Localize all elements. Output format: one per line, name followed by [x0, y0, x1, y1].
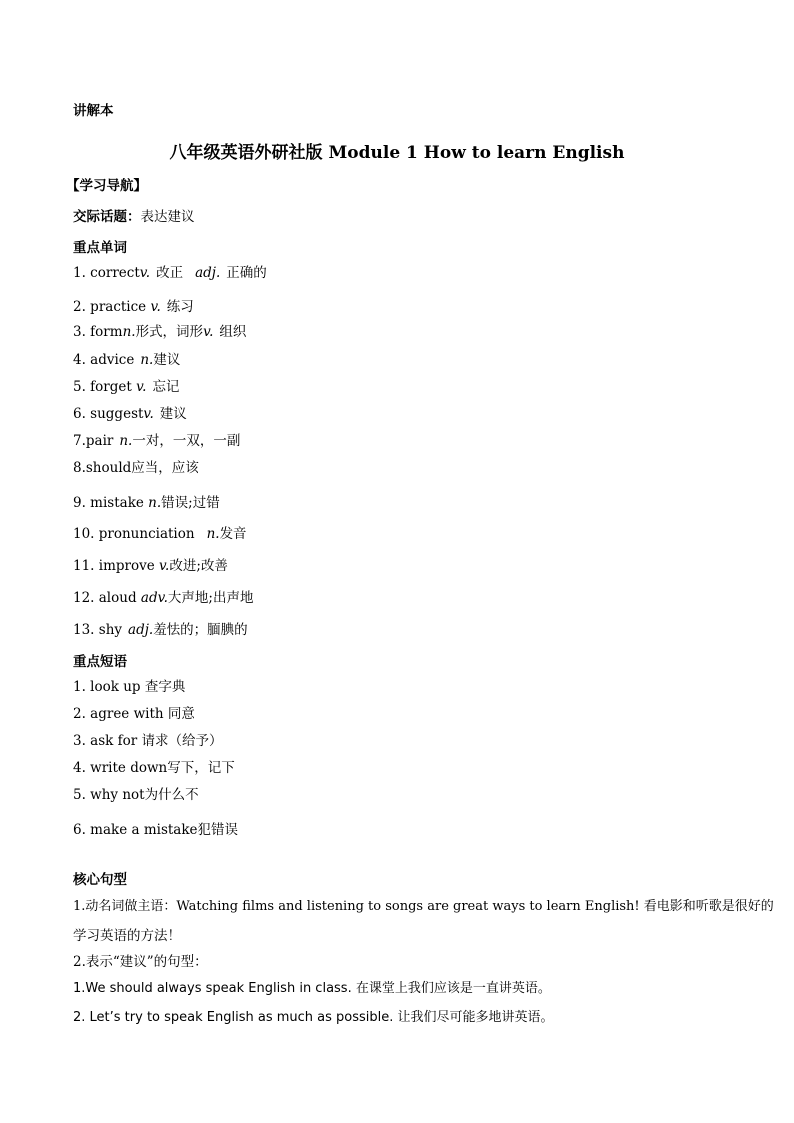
word-pos: n.: [122, 324, 136, 340]
word-pos: v.: [150, 299, 161, 315]
word-term: 11. improve: [73, 558, 155, 574]
nav-heading: 【学习导航】: [66, 178, 147, 194]
word-pos: v.: [136, 379, 147, 395]
phrases-heading: 重点短语: [73, 654, 127, 670]
word-term: 3. form: [73, 324, 123, 340]
sentences-heading: 核心句型: [73, 872, 127, 888]
word-term: 7.pair: [73, 433, 114, 449]
word-item: [73, 351, 180, 369]
word-pos: v.: [139, 265, 151, 281]
word-term: 13. shy: [73, 622, 123, 638]
word-meaning: 发音: [219, 526, 247, 542]
word-meaning: 忘记: [152, 379, 180, 395]
word-meaning: 应当，应该: [131, 460, 199, 476]
word-term: 6. suggest: [73, 406, 144, 422]
word-meaning: 练习: [166, 299, 194, 315]
word-term: 1. correct: [73, 265, 140, 281]
word-meaning: 大声地;出声地: [167, 590, 254, 606]
word-term: 10. pronunciation: [73, 526, 195, 542]
sentence-line: 2. Let’s try to speak English as much as possible. 让我们尽可能多地讲英语。: [73, 1010, 554, 1025]
word-item: [73, 405, 187, 423]
word-pos: v.: [159, 558, 170, 574]
word-pos: n.: [119, 433, 133, 449]
word-item: [73, 589, 253, 607]
page-title: 八年级英语外研社版 Module 1 How to learn English: [169, 143, 625, 163]
word-meaning: 错误;过错: [161, 495, 220, 511]
word-meaning: 形式，词形: [135, 324, 204, 340]
phrase-item: 4. write down写下，记下: [73, 760, 235, 776]
word-term: 9. mistake: [73, 495, 144, 511]
words-heading: 重点单词: [73, 240, 127, 256]
word-item: [73, 557, 228, 575]
phrase-item: 6. make a mistake犯错误: [73, 822, 239, 838]
word-meaning: 建议: [159, 406, 187, 422]
word-item: [73, 378, 179, 396]
phrase-item: 3. ask for 请求（给予）: [73, 733, 223, 749]
phrase-item: 5. why not为什么不: [73, 787, 199, 803]
word-item: [73, 525, 247, 543]
word-pos-2: adj.: [195, 265, 221, 281]
word-meaning: 建议: [153, 352, 181, 368]
sentence-line: 1.We should always speak English in class. 在课堂上我们应该是一直讲英语。: [73, 981, 551, 996]
sentence-line: 1.动名词做主语：Watching films and listening to songs are great ways to learn English! 看电影和听歌是很好的: [73, 899, 774, 914]
sentence-line: 2.表示“建议”的句型：: [73, 954, 208, 970]
phrase-item: 2. agree with 同意: [73, 706, 195, 722]
word-meaning: 改进;改善: [169, 558, 228, 574]
word-meaning-2: 正确的: [226, 265, 267, 281]
word-pos-2: v.: [203, 324, 214, 340]
header-label: 讲解本: [73, 103, 114, 119]
word-term: 12. aloud: [73, 590, 137, 606]
word-term: 8.should: [73, 460, 132, 476]
phrase-item: 1. look up 查字典: [73, 679, 186, 695]
topic-value: 表达建议: [140, 209, 195, 225]
word-item: [73, 264, 267, 282]
word-meaning-2: 组织: [219, 324, 247, 340]
word-item: [73, 298, 194, 316]
word-item: [73, 432, 240, 450]
word-term: 2. practice: [73, 299, 147, 315]
word-pos: adj.: [128, 622, 154, 638]
word-pos: n.: [148, 495, 162, 511]
word-item: [73, 621, 248, 639]
topic-line: [73, 208, 195, 226]
word-item: [73, 459, 199, 477]
word-pos: n.: [140, 352, 154, 368]
sentence-line: 学习英语的方法！: [73, 928, 181, 944]
word-item: [73, 494, 220, 512]
word-item: [73, 323, 246, 341]
word-meaning: 改正: [156, 265, 184, 281]
word-term: 5. forget: [73, 379, 132, 395]
word-pos: v.: [143, 406, 154, 422]
word-pos: adv.: [140, 590, 168, 606]
word-pos: n.: [206, 526, 220, 542]
word-term: 4. advice: [73, 352, 135, 368]
word-meaning: 羞怯的；腼腆的: [153, 622, 248, 638]
word-meaning: 一对，一双，一副: [132, 433, 241, 449]
topic-label: 交际话题：: [73, 209, 141, 225]
